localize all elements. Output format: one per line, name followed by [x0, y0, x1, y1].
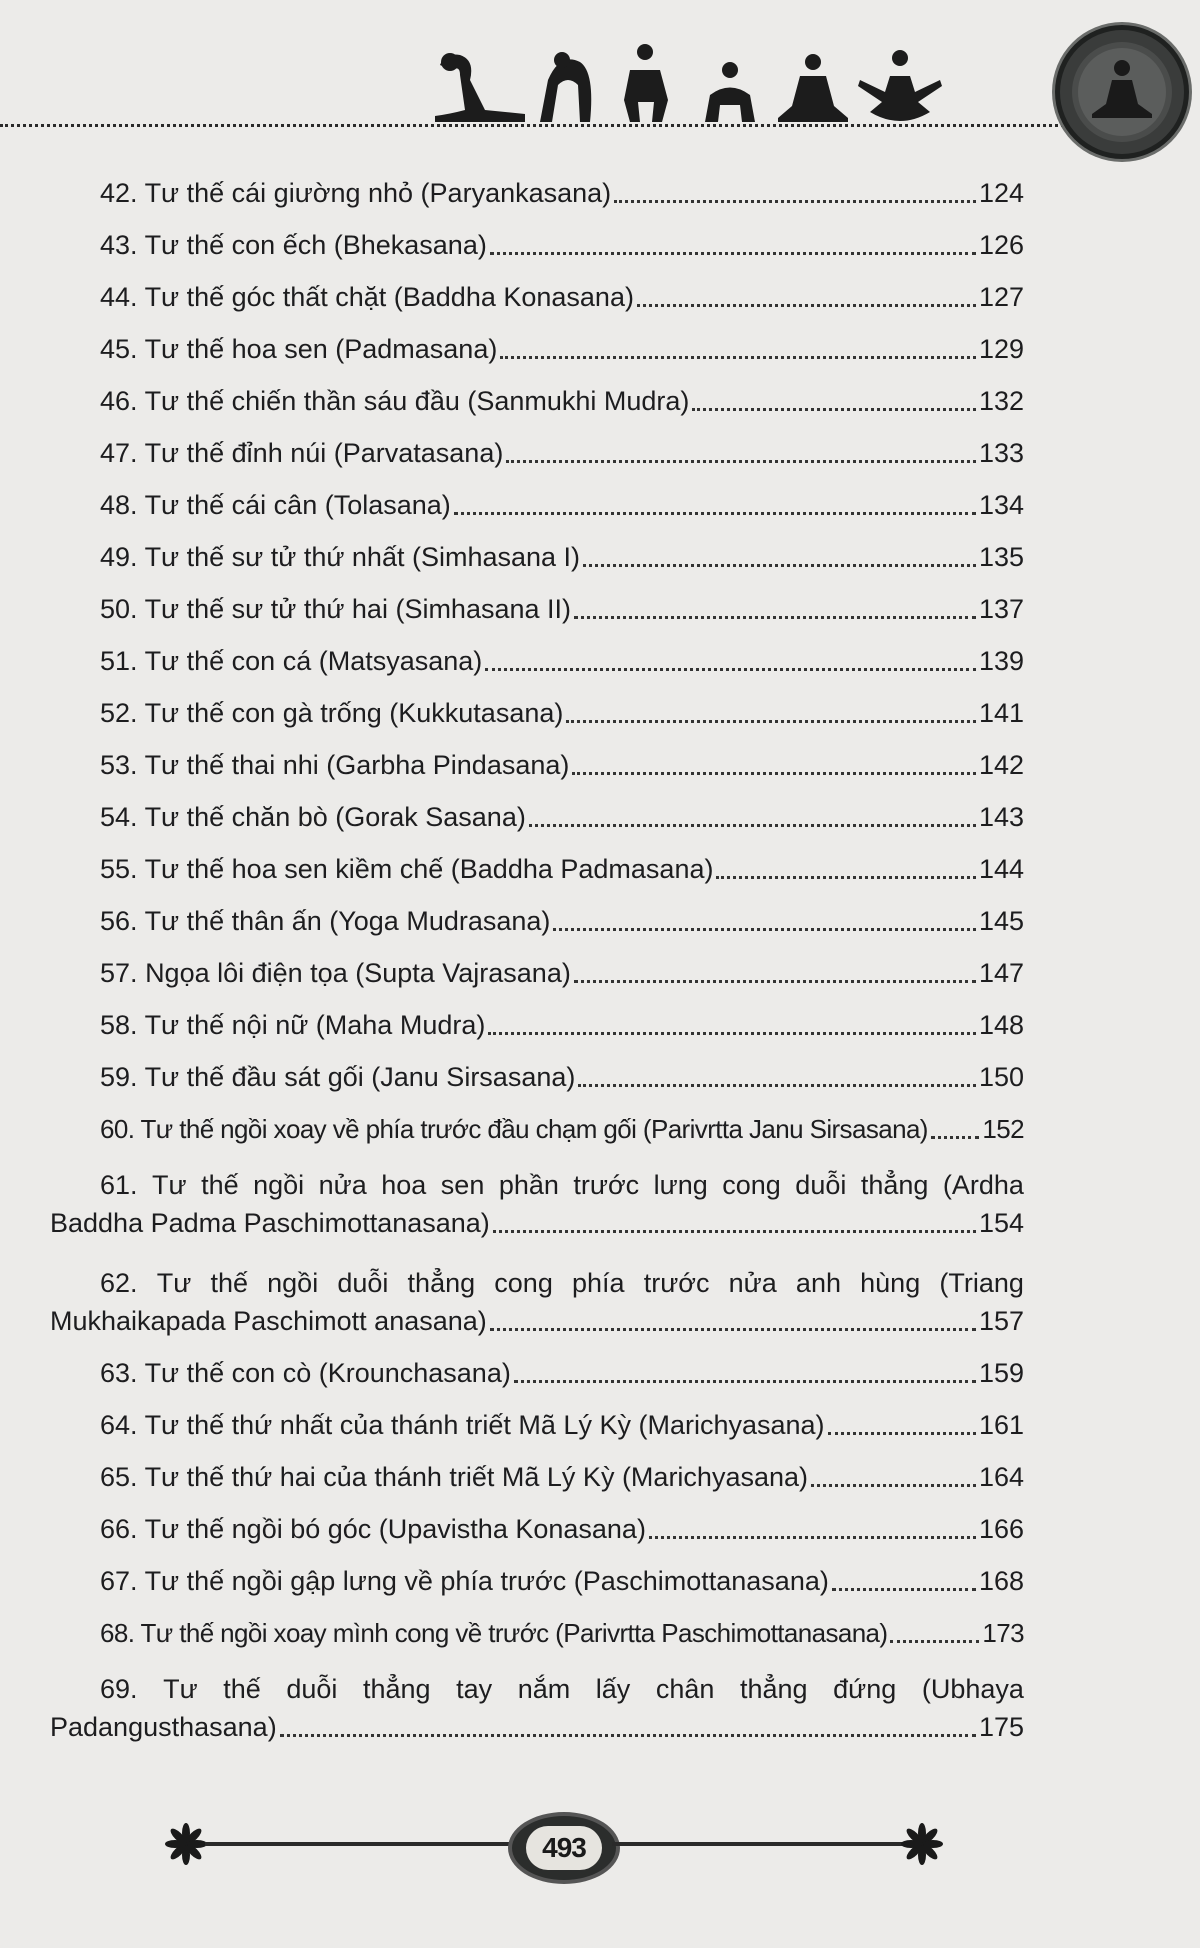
leader-dots — [832, 1588, 976, 1591]
leader-dots — [931, 1136, 980, 1139]
toc-entry-number: 69. — [100, 1674, 138, 1704]
toc-entry-title: Mukhaikapada Paschimott anasana) — [50, 1306, 487, 1336]
toc-entry — [100, 1002, 1024, 1042]
toc-entry — [50, 1704, 1024, 1744]
footer-rule-left — [205, 1842, 511, 1846]
page-number-badge — [508, 1812, 620, 1884]
pose-arch-icon — [540, 52, 591, 122]
leader-dots — [572, 772, 976, 775]
toc-entry-page: 124 — [978, 178, 1024, 208]
toc-entry-page: 173 — [982, 1618, 1024, 1648]
leader-dots — [574, 980, 976, 983]
toc-entry — [100, 1506, 1024, 1546]
toc-entry-title: 56. Tư thế thân ấn (Yoga Mudrasana) — [100, 906, 551, 936]
toc-entry — [100, 1054, 1024, 1094]
leader-dots — [514, 1380, 976, 1383]
toc-entry-first-line: 61. Tư thế ngồi nửa hoa sen phần trước lưng cong duỗi thẳng (Ardha — [100, 1170, 1024, 1200]
page-header — [0, 0, 1200, 135]
toc-entry-page: 159 — [978, 1358, 1024, 1388]
toc-entry — [100, 742, 1024, 782]
left-flower-ornament-icon — [164, 1822, 208, 1866]
page-number-plate — [526, 1826, 602, 1870]
leader-dots — [890, 1640, 979, 1643]
footer-rule-right — [612, 1842, 912, 1846]
leader-dots — [280, 1734, 976, 1737]
header-dotted-rule — [0, 124, 1075, 127]
toc-entry — [50, 1298, 1024, 1338]
toc-entry-title: 54. Tư thế chăn bò (Gorak Sasana) — [100, 802, 526, 832]
toc-entry-title: 47. Tư thế đỉnh núi (Parvatasana) — [100, 438, 504, 468]
toc-entry-title: 50. Tư thế sư tử thứ hai (Simhasana II) — [100, 594, 572, 624]
page-footer — [0, 1800, 1200, 1890]
toc-entry-page: 150 — [978, 1062, 1024, 1092]
toc-entry-page: 164 — [978, 1462, 1024, 1492]
toc-entry-title: Padangusthasana) — [50, 1712, 277, 1742]
toc-entry — [100, 586, 1024, 626]
meditation-medallion-icon — [1060, 30, 1184, 154]
toc-entry-title: 60. Tư thế ngồi xoay về phía trước đầu chạm gối (Parivrtta Janu Sirsasana) — [100, 1114, 928, 1144]
toc-entry — [100, 274, 1024, 314]
toc-entry — [100, 378, 1024, 418]
toc-entry — [100, 638, 1024, 678]
toc-entry — [100, 1558, 1024, 1598]
toc-entry — [50, 1200, 1024, 1240]
toc-entry — [100, 1454, 1024, 1494]
toc-entry-page: 129 — [978, 334, 1024, 364]
toc-entry-page: 127 — [978, 282, 1024, 312]
toc-entry-first-line: 62. Tư thế ngồi duỗi thẳng cong phía trước nửa anh hùng (Triang — [100, 1268, 1024, 1298]
leader-dots — [485, 668, 976, 671]
toc-entry-page: 143 — [978, 802, 1024, 832]
toc-entry-page: 157 — [978, 1306, 1024, 1336]
toc-entry-title: 53. Tư thế thai nhi (Garbha Pindasana) — [100, 750, 570, 780]
page-number: 493 — [542, 1832, 586, 1863]
leader-dots — [637, 304, 976, 307]
toc-entry-title: 65. Tư thế thứ hai của thánh triết Mã Lý Kỳ (Marichyasana) — [100, 1462, 809, 1492]
toc-entry-title: Baddha Padma Paschimottanasana) — [50, 1208, 490, 1238]
leader-dots — [692, 408, 976, 411]
leader-dots — [716, 876, 975, 879]
leader-dots — [488, 1032, 976, 1035]
toc-entry-title: 42. Tư thế cái giường nhỏ (Paryankasana) — [100, 178, 612, 208]
toc-entry-title: 44. Tư thế góc thất chặt (Baddha Konasana) — [100, 282, 634, 312]
leader-dots — [553, 928, 976, 931]
leader-dots — [454, 512, 976, 515]
toc-entry — [100, 1402, 1024, 1442]
toc-entry — [100, 1350, 1024, 1390]
leader-dots — [574, 616, 976, 619]
toc-entry-title: 49. Tư thế sư tử thứ nhất (Simhasana I) — [100, 542, 581, 572]
toc-entry-title: 57. Ngọa lôi điện tọa (Supta Vajrasana) — [100, 958, 571, 988]
toc-entry-page: 137 — [978, 594, 1024, 624]
pose-forward-bend-icon — [435, 53, 525, 122]
pose-kneeling-icon — [705, 62, 755, 122]
toc-entry-page: 152 — [982, 1114, 1024, 1144]
toc-entry-title: 46. Tư thế chiến thần sáu đầu (Sanmukhi Mudra) — [100, 386, 690, 416]
toc-entry-page: 139 — [978, 646, 1024, 676]
toc-entry — [100, 430, 1024, 470]
toc-entry — [100, 326, 1024, 366]
toc-entry-page: 135 — [978, 542, 1024, 572]
toc-entry-title: 55. Tư thế hoa sen kiềm chế (Baddha Padmasana) — [100, 854, 714, 884]
leader-dots — [506, 460, 976, 463]
toc-entry-page: 145 — [978, 906, 1024, 936]
yoga-poses-ornament — [430, 40, 1050, 125]
leader-dots — [529, 824, 976, 827]
toc-entry-title: 64. Tư thế thứ nhất của thánh triết Mã Lý Kỳ (Marichyasana) — [100, 1410, 825, 1440]
pose-seated-icon — [778, 54, 848, 122]
leader-dots — [828, 1432, 976, 1435]
pose-standing-icon — [624, 44, 668, 122]
toc-entry — [100, 482, 1024, 522]
toc-entry — [100, 690, 1024, 730]
toc-entry — [100, 1610, 1024, 1650]
toc-entry-title: 68. Tư thế ngồi xoay mình cong về trước (Parivrtta Paschimottanasana) — [100, 1618, 888, 1648]
toc-entry-number: 61. — [100, 1170, 138, 1200]
toc-entry-title: 66. Tư thế ngồi bó góc (Upavistha Konasana) — [100, 1514, 646, 1544]
toc-entry-page: 147 — [978, 958, 1024, 988]
toc-entry — [100, 170, 1024, 210]
toc-entry-title: 58. Tư thế nội nữ (Maha Mudra) — [100, 1010, 486, 1040]
toc-entry-page: 148 — [978, 1010, 1024, 1040]
toc-entry-page: 132 — [978, 386, 1024, 416]
toc-entry-first-line: 69. Tư thế duỗi thẳng tay nắm lấy chân thẳng đứng (Ubhaya — [100, 1674, 1024, 1704]
toc-entry-title: 48. Tư thế cái cân (Tolasana) — [100, 490, 451, 520]
toc-entry-number: 62. — [100, 1268, 138, 1298]
toc-entry — [100, 898, 1024, 938]
leader-dots — [811, 1484, 976, 1487]
toc-entry-title: 43. Tư thế con ếch (Bhekasana) — [100, 230, 487, 260]
toc-entry-title: 51. Tư thế con cá (Matsyasana) — [100, 646, 483, 676]
toc-entry-title: 63. Tư thế con cò (Krounchasana) — [100, 1358, 511, 1388]
toc-entry — [100, 794, 1024, 834]
toc-entry — [100, 534, 1024, 574]
toc-entry-page: 154 — [978, 1208, 1024, 1238]
toc-entry-page: 144 — [978, 854, 1024, 884]
toc-entry-title: 45. Tư thế hoa sen (Padmasana) — [100, 334, 498, 364]
toc-entry — [100, 222, 1024, 262]
toc-entry-title: 59. Tư thế đầu sát gối (Janu Sirsasana) — [100, 1062, 576, 1092]
leader-dots — [614, 200, 976, 203]
toc-entry — [100, 1106, 1024, 1146]
right-flower-ornament-icon — [900, 1822, 944, 1866]
leader-dots — [566, 720, 976, 723]
toc-entry-page: 141 — [978, 698, 1024, 728]
leader-dots — [578, 1084, 976, 1087]
toc-entry-page: 166 — [978, 1514, 1024, 1544]
toc-entry-page: 161 — [978, 1410, 1024, 1440]
leader-dots — [490, 1328, 976, 1331]
pose-lotus-arms-icon — [858, 50, 942, 121]
toc-entry — [100, 950, 1024, 990]
toc-entry — [100, 846, 1024, 886]
leader-dots — [490, 252, 976, 255]
leader-dots — [493, 1230, 976, 1233]
toc-entry-page: 133 — [978, 438, 1024, 468]
toc-entry-page: 168 — [978, 1566, 1024, 1596]
leader-dots — [649, 1536, 976, 1539]
toc-entry-page: 175 — [978, 1712, 1024, 1742]
leader-dots — [583, 564, 976, 567]
toc-entry-page: 134 — [978, 490, 1024, 520]
toc-entry-page: 126 — [978, 230, 1024, 260]
toc-entry-title: 52. Tư thế con gà trống (Kukkutasana) — [100, 698, 564, 728]
toc-entry-page: 142 — [978, 750, 1024, 780]
toc-entry-title: 67. Tư thế ngồi gập lưng về phía trước (Paschimottanasana) — [100, 1566, 829, 1596]
leader-dots — [500, 356, 976, 359]
